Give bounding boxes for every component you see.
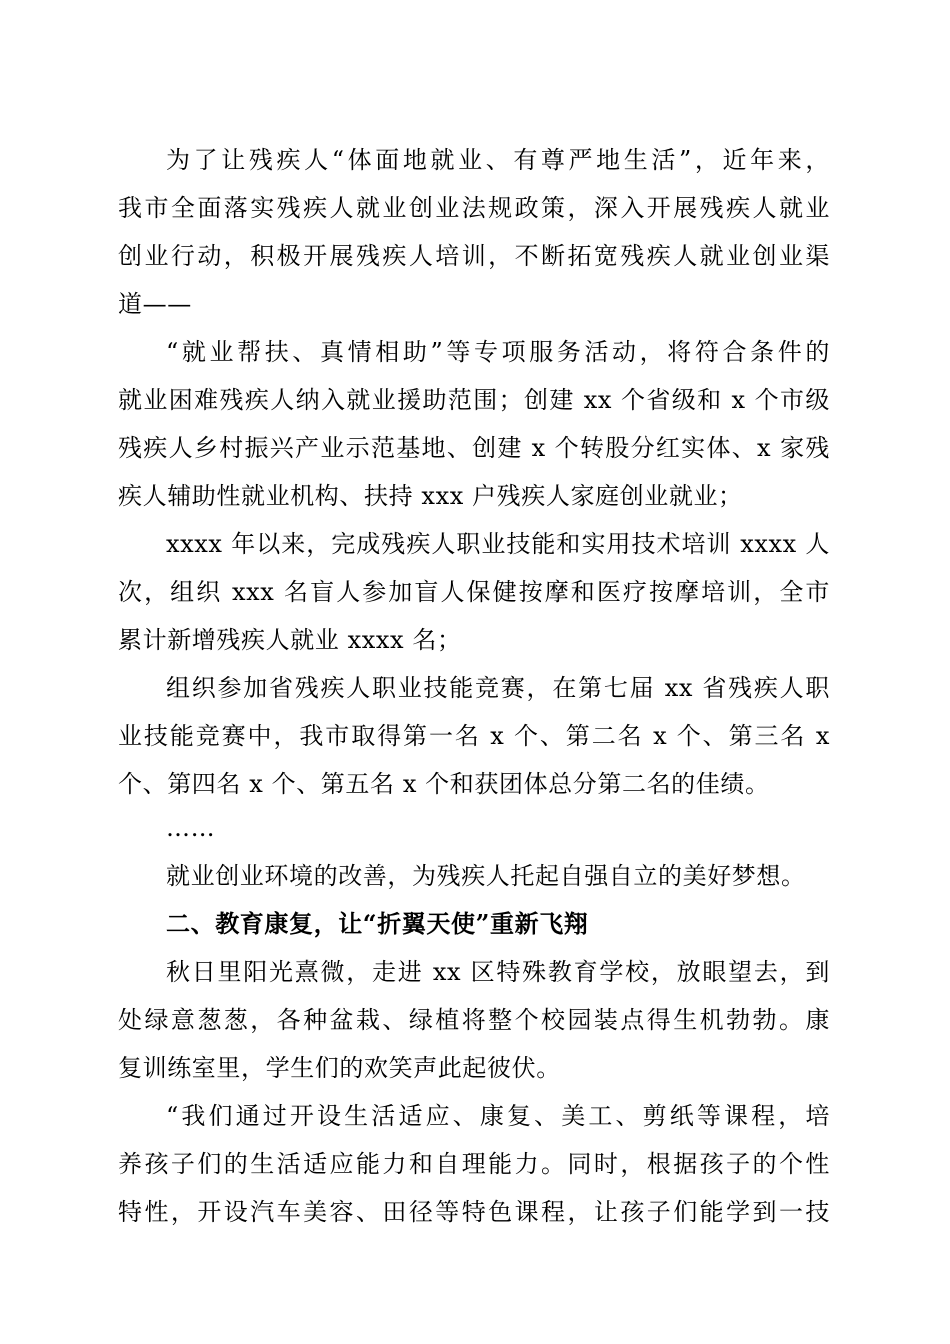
paragraph-3-line-3: 累计新增残疾人就业 xxxx 名；: [118, 626, 462, 654]
paragraph-7-line-2: 养孩子们的生活适应能力和自理能力。同时，根据孩子的个性: [118, 1150, 830, 1178]
section-heading: 二、教育康复，让“折翼天使”重新飞翔: [166, 909, 589, 938]
paragraph-4-line-2: 业技能竞赛中，我市取得第一名 x 个、第二名 x 个、第三名 x: [118, 722, 830, 750]
paragraph-6-line-1: 秋日里阳光熹微，走进 xx 区特殊教育学校，放眼望去，到: [166, 958, 830, 986]
ellipsis-line: ……: [166, 814, 216, 842]
paragraph-4-line-1: 组织参加省残疾人职业技能竞赛，在第七届 xx 省残疾人职: [166, 674, 830, 702]
paragraph-1-line-4: 道——: [118, 290, 192, 318]
paragraph-4-line-3: 个、第四名 x 个、第五名 x 个和获团体总分第二名的佳绩。: [118, 770, 770, 798]
paragraph-6-line-3: 复训练室里，学生们的欢笑声此起彼伏。: [118, 1054, 561, 1082]
paragraph-7-line-3: 特性，开设汽车美容、田径等特色课程，让孩子们能学到一技: [118, 1198, 830, 1226]
paragraph-3-line-1: xxxx 年以来，完成残疾人职业技能和实用技术培训 xxxx 人: [166, 530, 830, 558]
paragraph-7-line-1: “我们通过开设生活适应、康复、美工、剪纸等课程，培: [166, 1102, 830, 1130]
paragraph-6-line-2: 处绿意葱葱，各种盆栽、绿植将整个校园装点得生机勃勃。康: [118, 1006, 830, 1034]
paragraph-2-line-4: 疾人辅助性就业机构、扶持 xxx 户残疾人家庭创业就业；: [118, 482, 743, 510]
paragraph-1-line-3: 创业行动，积极开展残疾人培训，不断拓宽残疾人就业创业渠: [118, 242, 830, 270]
paragraph-3-line-2: 次，组织 xxx 名盲人参加盲人保健按摩和医疗按摩培训，全市: [118, 578, 830, 606]
paragraph-5-line-1: 就业创业环境的改善，为残疾人托起自强自立的美好梦想。: [166, 862, 806, 890]
paragraph-2-line-2: 就业困难残疾人纳入就业援助范围；创建 xx 个省级和 x 个市级: [118, 386, 830, 414]
paragraph-1-line-2: 我市全面落实残疾人就业创业法规政策，深入开展残疾人就业: [118, 194, 830, 222]
paragraph-1-line-1: 为了让残疾人“体面地就业、有尊严地生活”，近年来，: [166, 146, 830, 174]
paragraph-2-line-1: “就业帮扶、真情相助”等专项服务活动，将符合条件的: [166, 338, 830, 366]
paragraph-2-line-3: 残疾人乡村振兴产业示范基地、创建 x 个转股分红实体、x 家残: [118, 434, 830, 462]
